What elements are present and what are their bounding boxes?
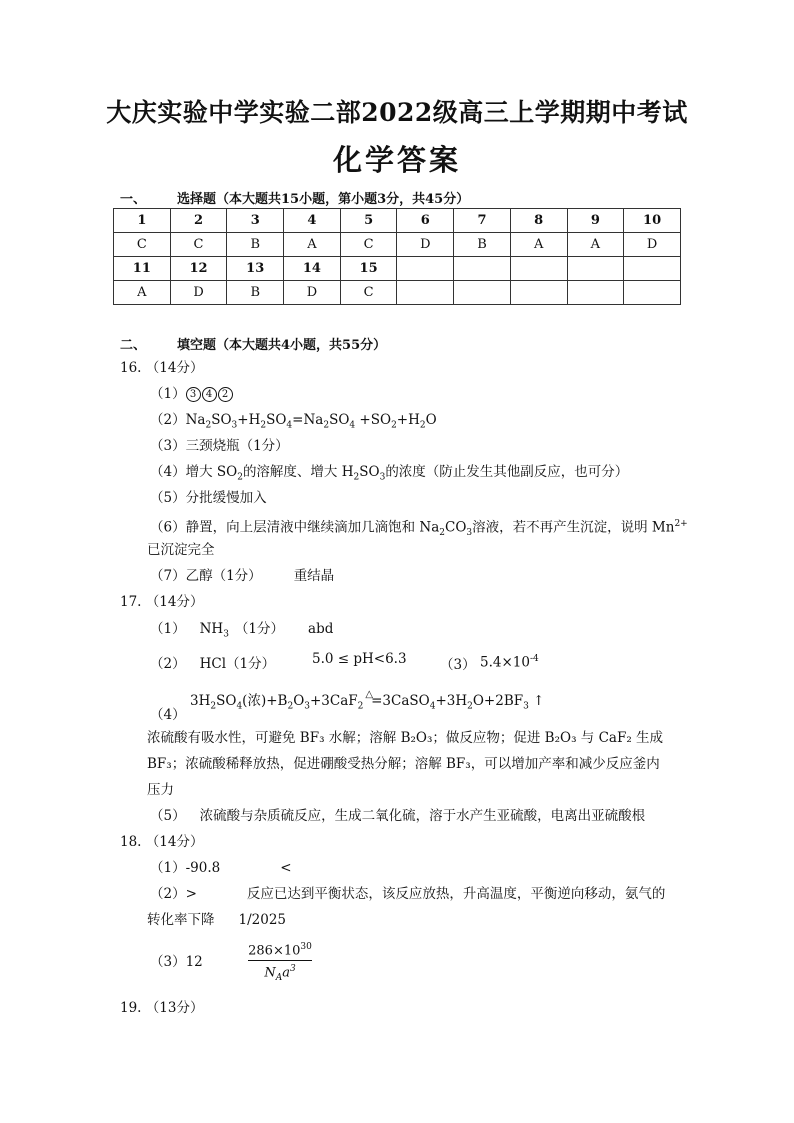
question-number-row bbox=[114, 209, 681, 233]
answer-row bbox=[114, 233, 681, 257]
question-number-cell: 5 bbox=[340, 209, 397, 233]
answer-text: 反应已达到平衡状态，该反应放热，升高温度，平衡逆向移动，氨气的 bbox=[246, 886, 666, 902]
q17-equation: $3H_2SO_4$(浓)$+B_2O_3+3CaF_2^\triangle=3CaSO_4+3H_2O+2BF_3$ ↑ bbox=[190, 689, 545, 712]
question-number-cell: 8 bbox=[510, 209, 567, 233]
answer-text: （2）> bbox=[150, 886, 197, 902]
q18-answer-2-continued bbox=[147, 911, 286, 929]
answer-cell bbox=[397, 281, 454, 305]
question-number-cell: 13 bbox=[227, 257, 284, 281]
subscript: 3 bbox=[223, 629, 229, 640]
question-number-cell bbox=[510, 257, 567, 281]
fraction-denominator bbox=[248, 961, 312, 983]
q16-answer-4: （4）增大 $SO_2$的溶解度、增大 $H_2SO_3$的浓度（防止发生其他副反应，也可分） bbox=[150, 464, 629, 483]
subscript: A bbox=[275, 973, 283, 984]
answer-cell: C bbox=[114, 233, 171, 257]
q17-answer-4-line1: 浓硫酸有吸水性，可避免 BF₃ 水解；溶解 B₂O₃；做反应物；促进 B₂O₃ 与 CaF₂ 生成 bbox=[147, 730, 664, 746]
question-19-heading: 19. （13分） bbox=[120, 1000, 204, 1016]
answer-label: （1） bbox=[150, 386, 186, 402]
question-number-cell: 9 bbox=[567, 209, 624, 233]
answer-text: 5.4×10 bbox=[480, 654, 530, 671]
answer-text: abd bbox=[308, 621, 334, 637]
q17-ph-range: 5.0 ≤ pH<6.3 bbox=[312, 651, 407, 667]
q16-answer-6-continued: 已沉淀完全 bbox=[147, 542, 215, 558]
exponent: -4 bbox=[529, 654, 539, 664]
question-number-cell: 7 bbox=[454, 209, 511, 233]
answer-text: NH bbox=[199, 621, 224, 637]
answer-text: （4）增大 SO bbox=[150, 464, 238, 480]
circled-number: 3 bbox=[186, 387, 201, 402]
answer-cell: A bbox=[567, 233, 624, 257]
answer-cell: A bbox=[510, 233, 567, 257]
question-number-cell: 4 bbox=[284, 209, 341, 233]
chemical-equation: $Na_2SO_3+H_2SO_4=Na_2SO_4 +SO_2+H_2O$ bbox=[185, 412, 437, 431]
answer-text: < bbox=[280, 860, 292, 876]
q18-answer-2 bbox=[150, 885, 665, 903]
q16-answer-5: （5）分批缓慢加入 bbox=[150, 490, 267, 506]
answer-cell: B bbox=[227, 281, 284, 305]
answer-cell: C bbox=[340, 233, 397, 257]
question-number-cell: 12 bbox=[170, 257, 227, 281]
density-fraction bbox=[248, 942, 312, 983]
circled-number: 2 bbox=[218, 387, 233, 402]
q18-answer-3: （3）12 bbox=[150, 954, 203, 970]
question-number-cell bbox=[624, 257, 681, 281]
exponent: 3 bbox=[289, 964, 296, 975]
question-17-heading: 17. （14分） bbox=[120, 594, 204, 610]
question-number-cell: 14 bbox=[284, 257, 341, 281]
q17-answer-3-value bbox=[480, 650, 539, 672]
answer-cell bbox=[454, 281, 511, 305]
answer-label: （2） bbox=[150, 412, 186, 428]
answer-table bbox=[113, 208, 681, 305]
page-title: 大庆实验中学实验二部2022级高三上学期期中考试 bbox=[106, 98, 688, 127]
section-title: 填空题（本大题共4小题，共55分） bbox=[177, 338, 387, 353]
q17-answer-1 bbox=[150, 620, 333, 644]
question-18-heading: 18. （14分） bbox=[120, 834, 204, 850]
q17-answer-4-label: （4） bbox=[150, 707, 186, 723]
answer-cell bbox=[510, 281, 567, 305]
question-number-cell: 10 bbox=[624, 209, 681, 233]
answer-cell: D bbox=[624, 233, 681, 257]
question-number-row bbox=[114, 257, 681, 281]
answer-cell: D bbox=[284, 281, 341, 305]
question-number-cell: 6 bbox=[397, 209, 454, 233]
answer-cell: A bbox=[284, 233, 341, 257]
q16-answer-2 bbox=[150, 411, 437, 435]
answer-text: （7）乙醇（1分） bbox=[150, 568, 262, 584]
answer-cell: A bbox=[114, 281, 171, 305]
answer-text: （1分） bbox=[234, 621, 285, 637]
answer-text: 重结晶 bbox=[293, 568, 335, 584]
answer-text: 286×10 bbox=[248, 943, 301, 959]
section-number: 一、 bbox=[120, 192, 147, 207]
answer-label: （2） bbox=[150, 656, 186, 672]
answer-text: a bbox=[282, 965, 290, 981]
q17-answer-5 bbox=[150, 807, 645, 825]
section-heading-fill bbox=[120, 334, 386, 353]
q17-answer-4-line3: 压力 bbox=[147, 782, 174, 798]
answer-row bbox=[114, 281, 681, 305]
answer-text: HCl（1分） bbox=[199, 656, 276, 672]
answer-text: 的浓度（防止发生其他副反应，也可分） bbox=[385, 464, 629, 480]
q16-answer-1 bbox=[150, 385, 234, 403]
question-number-cell bbox=[454, 257, 511, 281]
question-number-cell: 1 bbox=[114, 209, 171, 233]
answer-cell: D bbox=[397, 233, 454, 257]
question-16-heading: 16. （14分） bbox=[120, 360, 204, 376]
q16-answer-6: （6）静置，向上层清液中继续滴加几滴饱和 $Na_2CO_3$溶液，若不再产生沉淀，说明 $Mn^{2+}$ bbox=[150, 519, 688, 539]
section-number: 二、 bbox=[120, 338, 147, 353]
question-number-cell: 11 bbox=[114, 257, 171, 281]
answer-cell: D bbox=[170, 281, 227, 305]
answer-text: （6）静置，向上层清液中继续滴加几滴饱和 Na bbox=[150, 519, 440, 536]
fraction-numerator bbox=[248, 942, 312, 961]
answer-text: 1/2025 bbox=[238, 912, 286, 928]
q17-answer-4-line2: BF₃；浓硫酸稀释放热，促进硼酸受热分解；溶解 BF₃，可以增加产率和减少反应釜内 bbox=[147, 756, 660, 772]
question-number-cell: 15 bbox=[340, 257, 397, 281]
answer-label: （1） bbox=[150, 621, 186, 637]
question-number-cell bbox=[397, 257, 454, 281]
answer-text: SO bbox=[359, 464, 380, 480]
answer-text: 的溶解度、增大 H bbox=[242, 464, 354, 480]
q16-answer-3: （3）三颈烧瓶（1分） bbox=[150, 438, 289, 454]
answer-text: 转化率下降 bbox=[147, 912, 215, 928]
q18-answer-1 bbox=[150, 859, 292, 877]
question-number-cell: 2 bbox=[170, 209, 227, 233]
exponent: 30 bbox=[300, 942, 312, 952]
answer-cell: B bbox=[454, 233, 511, 257]
answer-cell: C bbox=[340, 281, 397, 305]
page-subtitle: 化学答案 bbox=[332, 143, 461, 177]
answer-text: 浓硫酸与杂质硫反应，生成二氧化硫，溶于水产生亚硫酸，电离出亚硫酸根 bbox=[199, 808, 646, 824]
answer-text: N bbox=[264, 965, 276, 981]
section-heading-choice bbox=[120, 188, 469, 207]
answer-text: 溶液，若不再产生沉淀，说明 Mn bbox=[472, 519, 675, 536]
ion-charge: 2+ bbox=[674, 519, 688, 529]
question-number-cell bbox=[567, 257, 624, 281]
answer-cell bbox=[567, 281, 624, 305]
section-title: 选择题（本大题共15小题，第小题3分，共45分） bbox=[177, 192, 470, 207]
answer-cell bbox=[624, 281, 681, 305]
answer-text: CO bbox=[444, 519, 467, 536]
q17-answer-2 bbox=[150, 655, 275, 673]
answer-cell: C bbox=[170, 233, 227, 257]
answer-text: （1）-90.8 bbox=[150, 860, 221, 876]
circled-number: 4 bbox=[202, 387, 217, 402]
answer-cell: B bbox=[227, 233, 284, 257]
q16-answer-7 bbox=[150, 567, 334, 585]
answer-label: （5） bbox=[150, 808, 186, 824]
q17-answer-3-label: （3） bbox=[440, 657, 476, 673]
question-number-cell: 3 bbox=[227, 209, 284, 233]
